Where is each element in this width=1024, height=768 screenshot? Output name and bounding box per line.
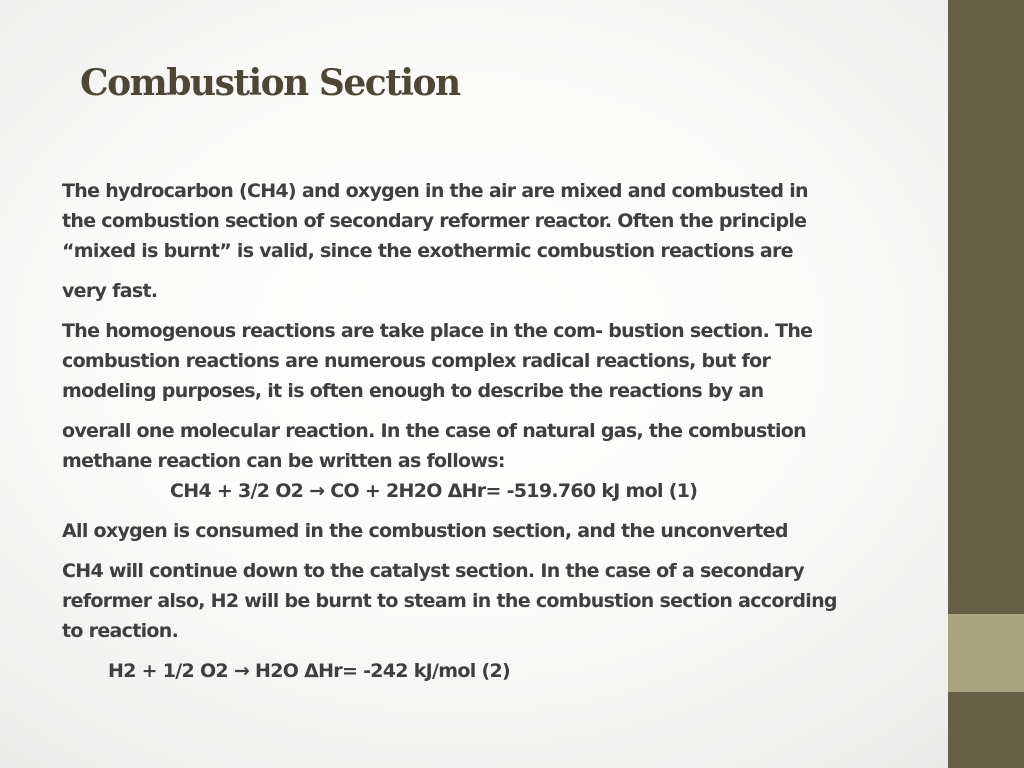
body-line: “mixed is burnt” is valid, since the exothermic combustion reactions are	[62, 240, 793, 262]
body-line: to reaction.	[62, 620, 179, 642]
body-line: overall one molecular reaction. In the case of natural gas, the combustion	[62, 420, 806, 442]
body-line: modeling purposes, it is often enough to describe the reactions by an	[62, 380, 764, 402]
equation-hydrogen-combustion: H2 + 1/2 O2 → H2O ΔHr= -242 kJ/mol (2)	[108, 660, 510, 682]
body-line: The homogenous reactions are take place in the com- bustion section. The	[62, 320, 813, 342]
body-line: methane reaction can be written as follows:	[62, 450, 505, 472]
slide-body	[62, 176, 942, 686]
body-line: the combustion section of secondary reformer reactor. Often the principle	[62, 210, 807, 232]
body-line: All oxygen is consumed in the combustion section, and the unconverted	[62, 520, 788, 542]
slide-title: Combustion Section	[80, 62, 460, 104]
body-line: reformer also, H2 will be burnt to steam in the combustion section according	[62, 590, 837, 612]
body-line: combustion reactions are numerous complex radical reactions, but for	[62, 350, 771, 372]
side-accent-block	[948, 614, 1024, 692]
body-line: very fast.	[62, 280, 158, 302]
body-line: The hydrocarbon (CH4) and oxygen in the air are mixed and combusted in	[62, 180, 808, 202]
body-line: CH4 will continue down to the catalyst section. In the case of a secondary	[62, 560, 804, 582]
equation-methane-combustion: CH4 + 3/2 O2 → CO + 2H2O ΔHr= -519.760 kJ mol (1)	[170, 480, 698, 502]
